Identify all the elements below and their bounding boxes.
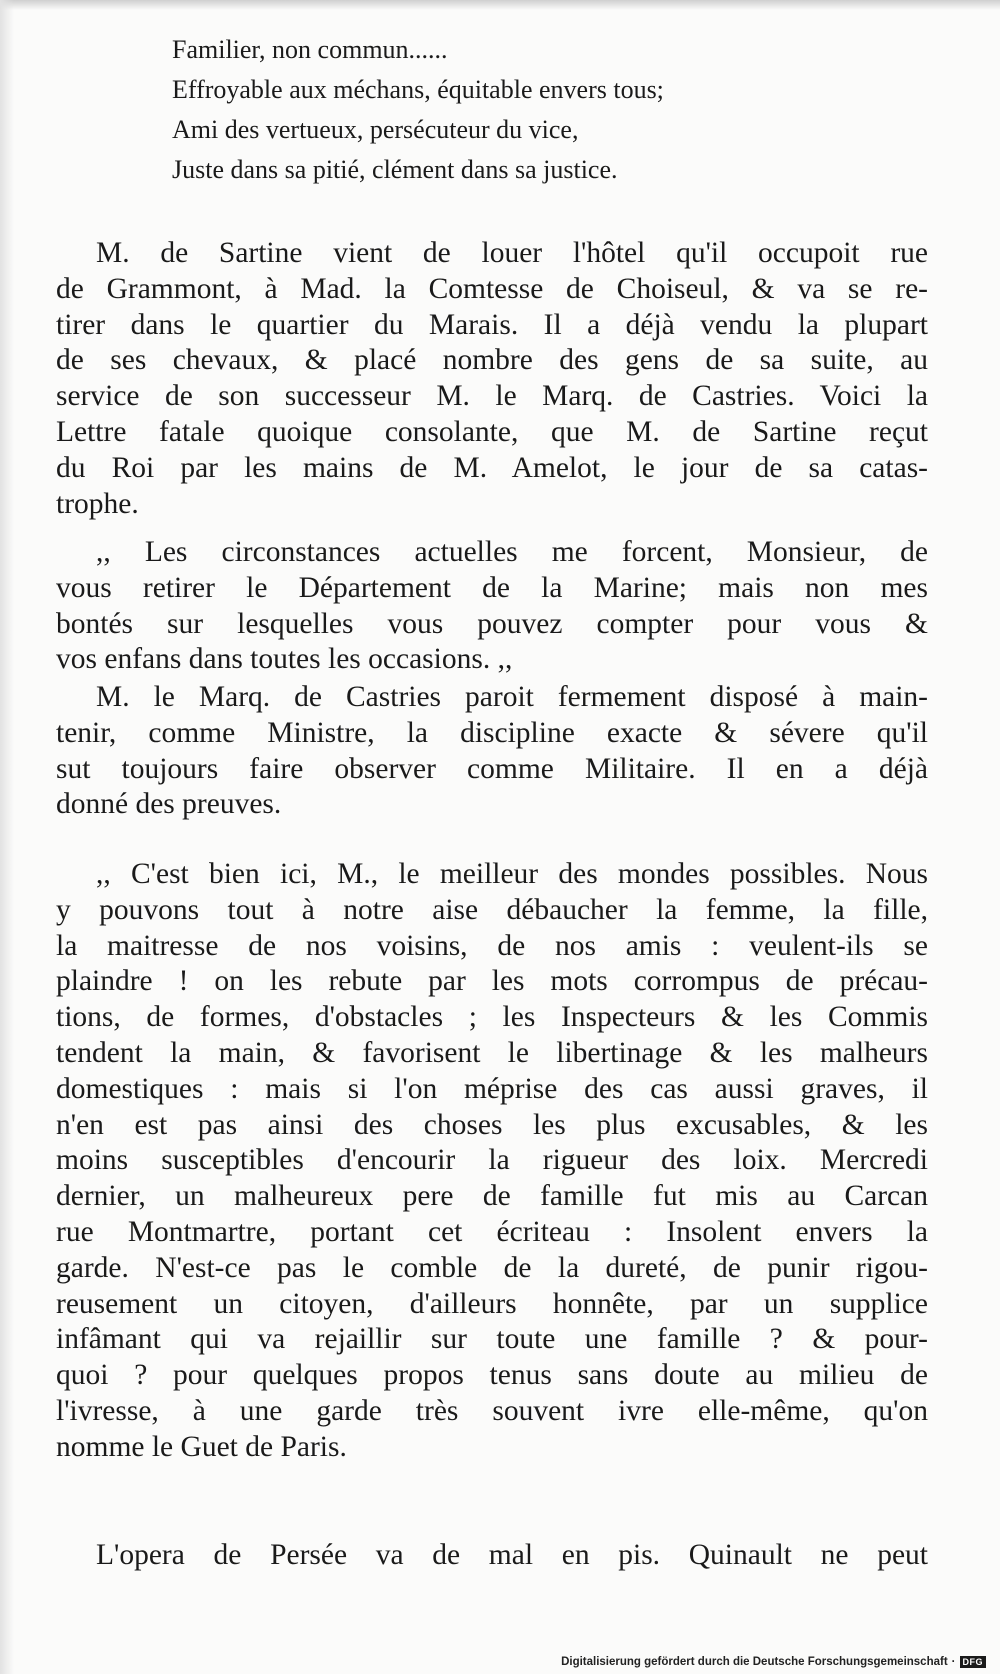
dfg-logo: DFG bbox=[960, 1656, 987, 1668]
text-line: n'en est pas ainsi des choses les plus excusables, & les bbox=[56, 1108, 928, 1141]
paragraph-castries bbox=[56, 680, 928, 823]
text-line: de Grammont, à Mad. la Comtesse de Choiseul, & va se re- bbox=[56, 272, 928, 305]
text-line: de ses chevaux, & placé nombre des gens de sa suite, au bbox=[56, 344, 928, 377]
text-line: vos enfans dans toutes les occasions. ,, bbox=[56, 643, 513, 676]
text-line: tenir, comme Ministre, la discipline exacte & sévere qu'il bbox=[56, 716, 928, 749]
text-line: donné des preuves. bbox=[56, 788, 282, 821]
text-line: L'opera de Persée va de mal en pis. Quinault ne peut bbox=[96, 1539, 928, 1571]
text-line: ,, C'est bien ici, M., le meilleur des mondes possibles. Nous bbox=[96, 858, 928, 890]
text-line: dernier, un malheureux pere de famille fut mis au Carcan bbox=[56, 1180, 928, 1213]
verse-line: Ami des vertueux, persécuteur du vice, bbox=[172, 115, 579, 144]
text-line: du Roi par les mains de M. Amelot, le jour de sa catas- bbox=[56, 451, 928, 484]
text-line: service de son successeur M. le Marq. de Castries. Voici la bbox=[56, 380, 928, 413]
paragraph-letter-carcan bbox=[56, 857, 928, 1466]
text-line: sut toujours faire observer comme Militaire. Il en a déjà bbox=[56, 752, 928, 785]
text-line: tendent la main, & favorisent le libertinage & les malheurs bbox=[56, 1036, 928, 1069]
text-line: Lettre fatale quoique consolante, que M. de Sartine reçut bbox=[56, 415, 928, 448]
text-line: nomme le Guet de Paris. bbox=[56, 1430, 347, 1463]
verse-line: Juste dans sa pitié, clément dans sa justice. bbox=[172, 155, 618, 184]
paragraph-opera bbox=[56, 1538, 928, 1574]
verse-block bbox=[172, 30, 812, 190]
text-line: M. le Marq. de Castries paroit fermement disposé à main- bbox=[96, 681, 928, 713]
verse-line: Effroyable aux méchans, équitable envers tous; bbox=[172, 75, 664, 104]
text-line: tions, de formes, d'obstacles ; les Inspecteurs & les Commis bbox=[56, 1001, 928, 1034]
text-line: bontés sur lesquelles vous pouvez compter pour vous & bbox=[56, 607, 928, 640]
page-edge-shadow bbox=[0, 0, 1000, 10]
text-line: l'ivresse, à une garde très souvent ivre elle-même, qu'on bbox=[56, 1394, 928, 1427]
text-line: quoi ? pour quelques propos tenus sans doute au milieu de bbox=[56, 1359, 928, 1392]
text-line: vous retirer le Département de la Marine; mais non mes bbox=[56, 571, 928, 604]
text-line: reusement un citoyen, d'ailleurs honnête, par un supplice bbox=[56, 1287, 928, 1320]
text-line: tirer dans le quartier du Marais. Il a déjà vendu la plupart bbox=[56, 308, 928, 341]
text-line: trophe. bbox=[56, 487, 139, 520]
text-line: moins susceptibles d'encourir la rigueur des loix. Mercredi bbox=[56, 1144, 928, 1177]
text-line: M. de Sartine vient de louer l'hôtel qu'il occupoit rue bbox=[96, 237, 928, 269]
text-line: domestiques : mais si l'on méprise des cas aussi graves, il bbox=[56, 1072, 928, 1105]
text-line: infâmant qui va rejaillir sur toute une famille ? & pour- bbox=[56, 1323, 928, 1356]
text-line: plaindre ! on les rebute par les mots corrompus de précau- bbox=[56, 965, 928, 998]
paragraph-royal-letter bbox=[56, 535, 928, 678]
text-line: y pouvons tout à notre aise débaucher la femme, la fille, bbox=[56, 893, 928, 926]
text-line: la maitresse de nos voisins, de nos amis : veulent-ils se bbox=[56, 929, 928, 962]
text-line: rue Montmartre, portant cet écriteau : Insolent envers la bbox=[56, 1215, 928, 1248]
credit-text: Digitalisierung gefördert durch die Deutsche Forschungsgemeinschaft bbox=[561, 1656, 948, 1668]
gutter-shadow bbox=[0, 0, 14, 1674]
digitization-credit: Digitalisierung gefördert durch die Deutsche Forschungsgemeinschaft · DFG bbox=[561, 1656, 986, 1668]
text-line: garde. N'est-ce pas le comble de la dureté, de punir rigou- bbox=[56, 1251, 928, 1284]
paragraph-sartine bbox=[56, 236, 928, 522]
verse-line: Familier, non commun...... bbox=[172, 35, 448, 64]
text-line: ,, Les circonstances actuelles me forcent, Monsieur, de bbox=[96, 536, 928, 568]
